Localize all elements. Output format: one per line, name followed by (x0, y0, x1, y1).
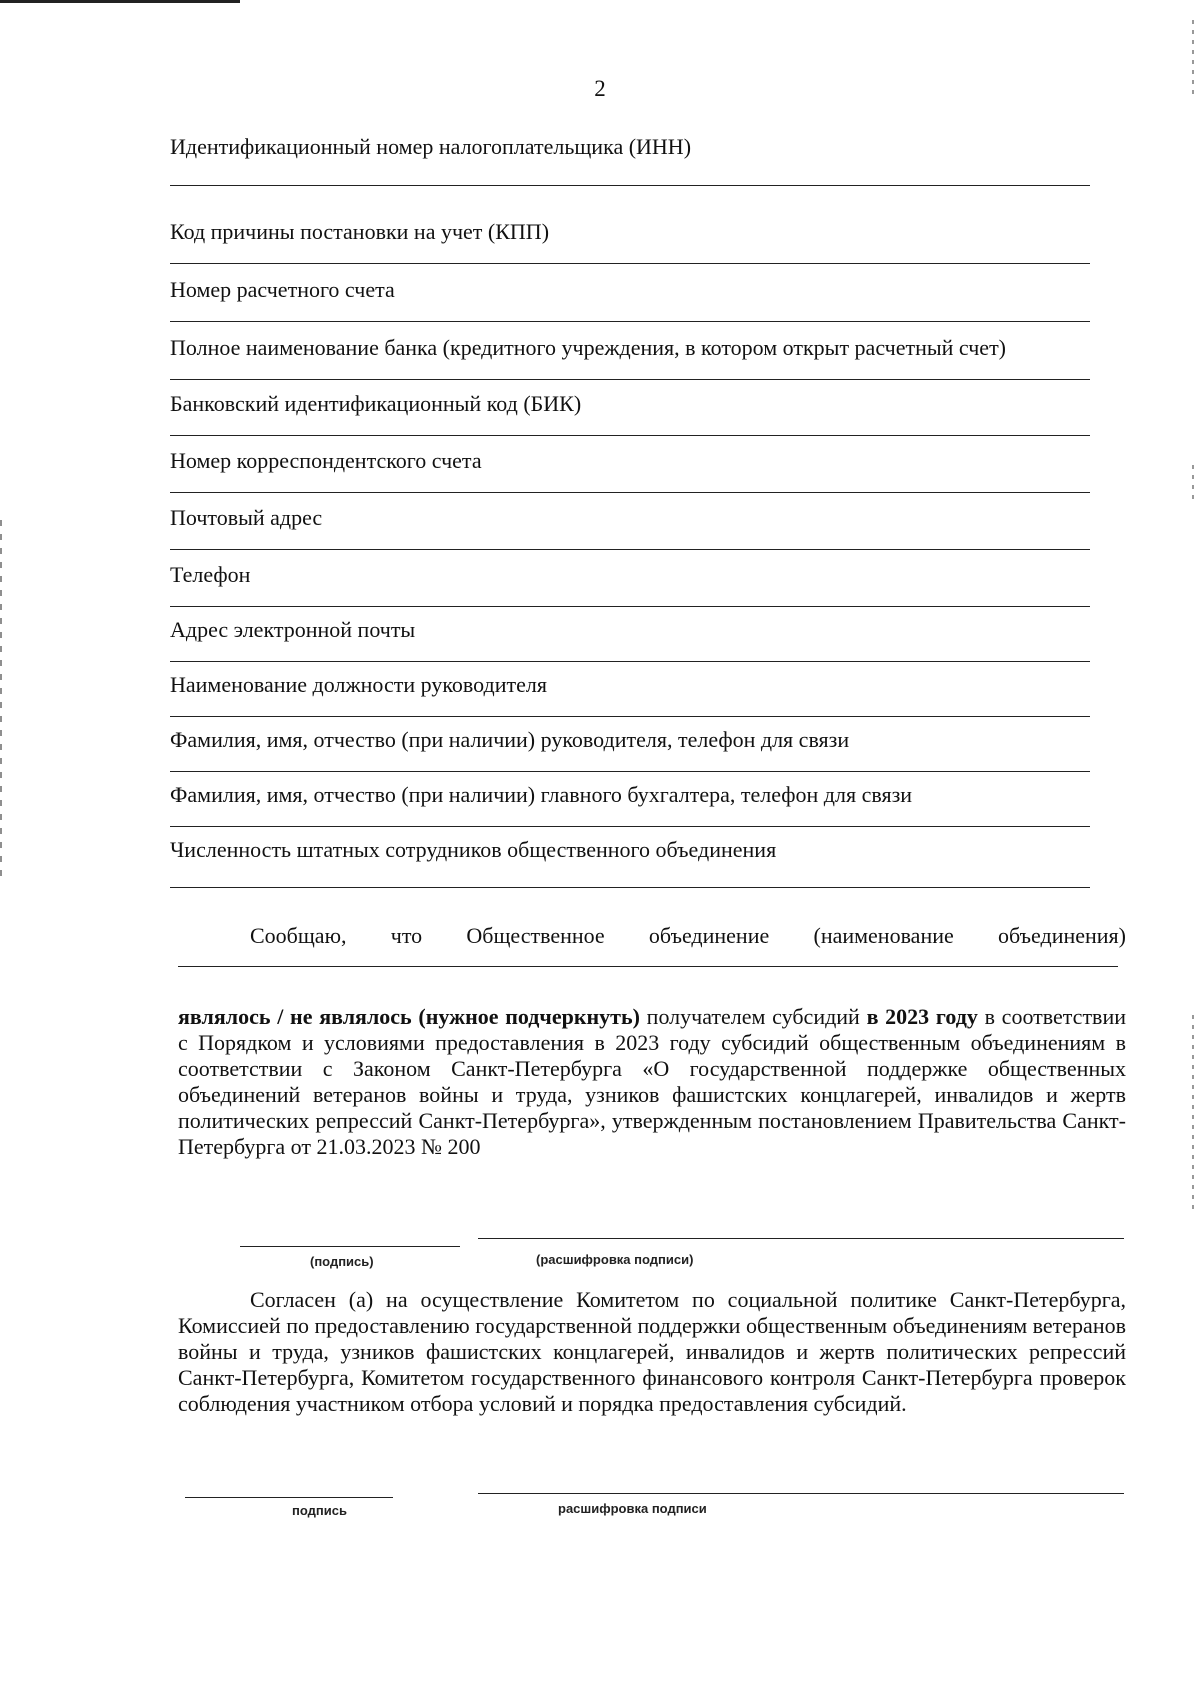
field-fill-line[interactable] (170, 435, 1090, 436)
statement-body (178, 1004, 1126, 1160)
field-label: Телефон (170, 562, 251, 587)
field-label: Полное наименование банка (кредитного учреждения, в котором открыт расчетный счет) (170, 335, 1007, 360)
field-fill-line[interactable] (170, 321, 1090, 322)
field-email (170, 616, 1090, 644)
signature-decode-caption: расшифровка подписи (558, 1501, 707, 1516)
field-label: Код причины постановки на учет (КПП) (170, 219, 550, 244)
field-label: Численность штатных сотрудников общественного объединения (170, 837, 777, 862)
field-fill-line[interactable] (170, 379, 1090, 380)
field-fill-line[interactable] (170, 661, 1090, 662)
field-fill-line[interactable] (170, 716, 1090, 717)
field-head-name-phone (170, 726, 1090, 754)
signature-caption: подпись (292, 1503, 347, 1518)
field-label: Фамилия, имя, отчество (при наличии) главного бухгалтера, телефон для связи (170, 782, 913, 807)
field-label: Почтовый адрес (170, 505, 323, 530)
signature-line[interactable] (240, 1246, 460, 1247)
field-fill-line[interactable] (170, 549, 1090, 550)
field-accountant-name-phone (170, 781, 1090, 809)
field-label: Номер корреспондентского счета (170, 448, 482, 473)
field-bik (170, 390, 1090, 418)
statement-year: в 2023 году (866, 1004, 978, 1029)
field-label: Банковский идентификационный код (БИК) (170, 391, 582, 416)
signature-caption: (подпись) (310, 1254, 374, 1269)
field-fill-line[interactable] (170, 606, 1090, 607)
field-fill-line[interactable] (170, 263, 1090, 264)
field-label: Наименование должности руководителя (170, 672, 547, 697)
scan-edge-right (1192, 465, 1194, 505)
statement-intro: Сообщаю, что Общественное объединение (наименование объединения) (250, 923, 1126, 948)
field-fill-line[interactable] (170, 826, 1090, 827)
scan-edge-left (0, 520, 2, 880)
field-correspondent-account (170, 447, 1090, 475)
scan-edge-top (0, 0, 240, 3)
signature-decode-line[interactable] (478, 1238, 1124, 1239)
field-postal-address (170, 504, 1090, 532)
field-label: Номер расчетного счета (170, 277, 395, 302)
signature-decode-caption: (расшифровка подписи) (536, 1252, 694, 1267)
field-fill-line[interactable] (170, 492, 1090, 493)
field-inn (170, 133, 1090, 161)
field-settlement-account (170, 276, 1090, 304)
field-label: Адрес электронной почты (170, 617, 416, 642)
consent-text: Согласен (а) на осуществление Комитетом по социальной политике Санкт-Петербурга, Комиссией по предоставлению государственной поддержки общественным объединениям ветеранов войны и труда, узников фашистских концлагерей, инвалидов и жертв политических репрессий Санкт-Петербурга, Комитетом государственного финансового контроля Санкт-Петербурга проверок соблюдения участником отбора условий и порядка предоставления субсидий. (178, 1287, 1126, 1416)
field-fill-line[interactable] (170, 771, 1090, 772)
field-kpp (170, 218, 1090, 246)
statement-text-a: получателем субсидий (639, 1004, 867, 1029)
signature-decode-line[interactable] (478, 1493, 1124, 1494)
field-bank-name (170, 334, 1090, 362)
statement-text-b: в соответствии с Порядком и условиями предоставления в 2023 году субсидий общественным объединениям в соответствии с Законом Санкт-Петербурга «О государственной поддержке общественных объединений ветеранов войны и труда, узников фашистских концлагерей, инвалидов и жертв политических репрессий Санкт-Петербурга», утвержденным постановлением Правительства Санкт-Петербурга от 21.03.2023 № 200 (178, 1004, 1126, 1159)
field-fill-line[interactable] (170, 185, 1090, 186)
field-label: Фамилия, имя, отчество (при наличии) руководителя, телефон для связи (170, 727, 850, 752)
signature-line[interactable] (185, 1497, 393, 1498)
organization-name-line[interactable] (178, 966, 1118, 967)
field-fill-line[interactable] (170, 887, 1090, 888)
field-phone (170, 561, 1090, 589)
field-label: Идентификационный номер налогоплательщика (ИНН) (170, 134, 692, 159)
statement-status: являлось / не являлось (нужное подчеркнуть) (178, 1004, 640, 1029)
page-number: 2 (594, 76, 606, 101)
scan-edge-right (1192, 1015, 1194, 1215)
field-head-position (170, 671, 1090, 699)
field-staff-count (170, 836, 1090, 864)
